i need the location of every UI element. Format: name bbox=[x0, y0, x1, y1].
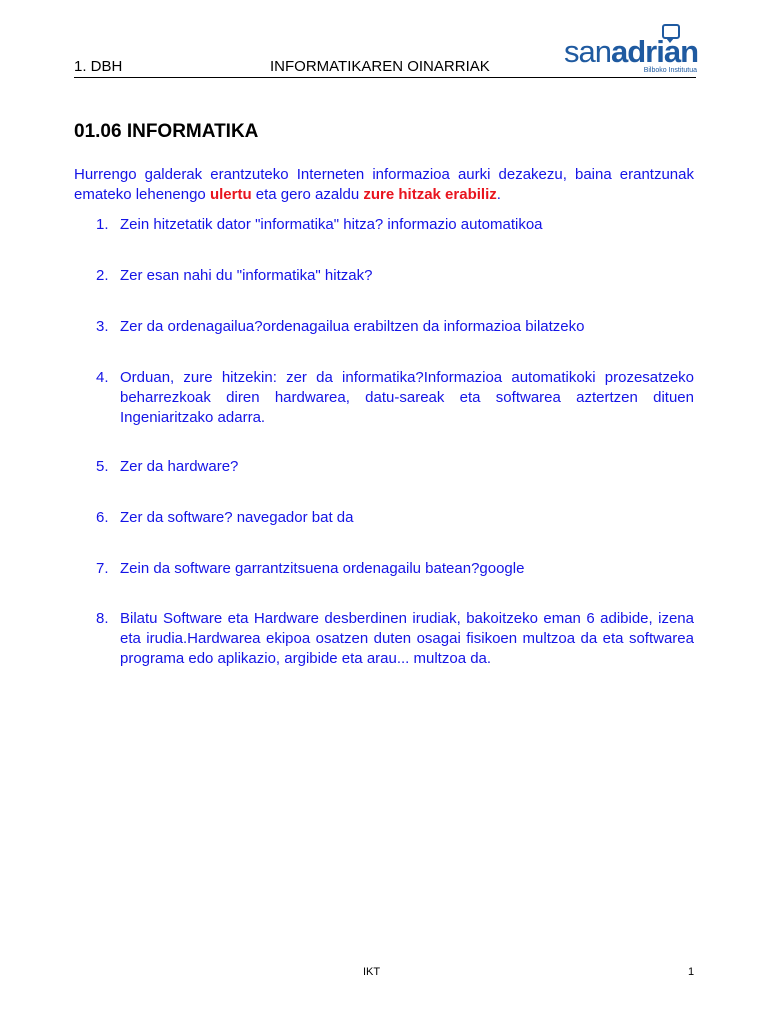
logo-text-san: san bbox=[564, 34, 611, 69]
header-divider bbox=[74, 77, 696, 78]
question-text: Bilatu Software eta Hardware desberdinen irudiak, bakoitzeko eman 6 adibide, izena eta irudia.Hardwarea ekipoa osatzen duten osagai fisikoen multzoa da eta softwarea programa edo aplikazio, argibide eta arau... multzoa da. bbox=[120, 610, 694, 667]
question-number: 8. bbox=[96, 610, 109, 627]
question-text: Orduan, zure hitzekin: zer da informatika?Informazioa automatikoki prozesatzeko beharrezkoak diren hardwarea, datu-sareak eta softwarea aztertzen dituen Ingeniaritzako adarra. bbox=[120, 369, 694, 426]
page-header bbox=[74, 0, 699, 80]
question-text: Zer da software? navegador bat da bbox=[120, 509, 354, 526]
question-text: Zer da hardware? bbox=[120, 458, 239, 475]
page-title: 01.06 INFORMATIKA bbox=[74, 121, 259, 142]
footer-label: IKT bbox=[363, 966, 381, 978]
question-number: 6. bbox=[96, 509, 109, 526]
question-number: 3. bbox=[96, 318, 109, 335]
logo-text-adrian: adrian bbox=[610, 34, 699, 69]
intro-highlight-understand: ulertu bbox=[209, 186, 252, 203]
header-subject: INFORMATIKAREN OINARRIAK bbox=[270, 58, 490, 75]
intro-paragraph bbox=[74, 165, 694, 205]
page-number: 1 bbox=[688, 966, 695, 978]
question-number: 2. bbox=[96, 267, 109, 284]
question-number: 5. bbox=[96, 458, 109, 475]
intro-highlight-own-words: zure hitzak erabiliz bbox=[363, 186, 497, 203]
question-number: 7. bbox=[96, 560, 109, 577]
intro-text-1: Hurrengo galderak erantzuteko Interneten informazioa aurki dezakezu, baina erantzunak emateko lehenengo bbox=[74, 166, 694, 203]
question-number: 4. bbox=[96, 369, 109, 386]
question-text: Zer da ordenagailua?ordenagailua erabiltzen da informazioa bilatzeko bbox=[120, 318, 585, 335]
question-text: Zer esan nahi du "informatika" hitzak? bbox=[120, 267, 373, 284]
logo-subtitle: Bilboko Institutua bbox=[643, 67, 697, 74]
intro-text-3: . bbox=[496, 186, 501, 203]
question-text: Zein da software garrantzitsuena ordenagailu batean?google bbox=[120, 560, 525, 577]
intro-text-2: eta gero azaldu bbox=[251, 186, 364, 203]
question-text: Zein hitzetatik dator "informatika" hitza? informazio automatikoa bbox=[120, 216, 543, 233]
question-number: 1. bbox=[96, 216, 109, 233]
school-logo bbox=[564, 22, 699, 78]
header-course: 1. DBH bbox=[74, 58, 123, 75]
